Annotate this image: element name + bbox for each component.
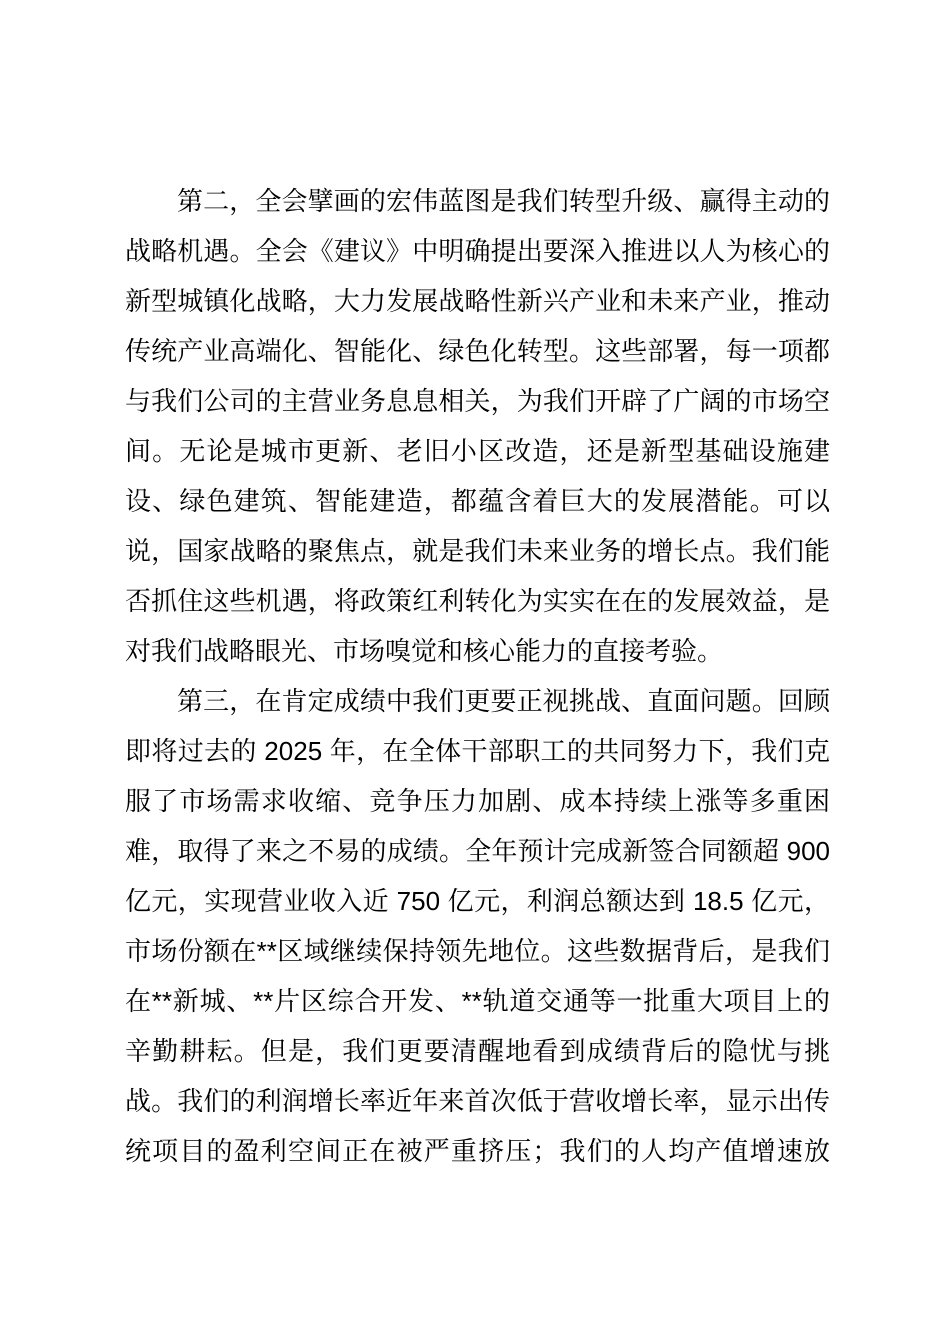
text-line: 新型城镇化战略，大力发展战略性新兴产业和未来产业，推动 (125, 286, 830, 316)
text-line: 战。我们的利润增长率近年来首次低于营收增长率，显示出传 (125, 1086, 830, 1116)
text-line: 战略机遇。全会《建议》中明确提出要深入推进以人为核心的 (125, 236, 830, 266)
text-line: 第三，在肯定成绩中我们更要正视挑战、直面问题。回顾 (177, 686, 830, 716)
text-line: 对我们战略眼光、市场嗅觉和核心能力的直接考验。 (125, 636, 724, 666)
text-line: 统项目的盈利空间正在被严重挤压；我们的人均产值增速放 (125, 1136, 830, 1166)
text-line: 间。无论是城市更新、老旧小区改造，还是新型基础设施建 (125, 436, 830, 466)
text-line: 市场份额在**区域继续保持领先地位。这些数据背后，是我们 (125, 936, 830, 966)
text-line: 否抓住这些机遇，将政策红利转化为实实在在的发展效益，是 (125, 586, 830, 616)
text-line: 说，国家战略的聚焦点，就是我们未来业务的增长点。我们能 (125, 536, 830, 566)
text-line: 传统产业高端化、智能化、绿色化转型。这些部署，每一项都 (125, 336, 830, 366)
text-line: 设、绿色建筑、智能建造，都蕴含着巨大的发展潜能。可以 (125, 486, 830, 516)
text-line: 在**新城、**片区综合开发、**轨道交通等一批重大项目上的 (125, 986, 830, 1016)
text-line: 即将过去的 2025 年，在全体干部职工的共同努力下，我们克 (125, 736, 830, 766)
text-line: 服了市场需求收缩、竞争压力加剧、成本持续上涨等多重困 (125, 786, 830, 816)
text-line: 第二，全会擘画的宏伟蓝图是我们转型升级、赢得主动的 (177, 186, 830, 216)
text-line: 难，取得了来之不易的成绩。全年预计完成新签合同额超 900 (125, 836, 830, 866)
text-line: 亿元，实现营业收入近 750 亿元，利润总额达到 18.5 亿元， (125, 886, 830, 916)
text-line: 与我们公司的主营业务息息相关，为我们开辟了广阔的市场空 (125, 386, 830, 416)
document-body (125, 176, 830, 1176)
text-line: 辛勤耕耘。但是，我们更要清醒地看到成绩背后的隐忧与挑 (125, 1036, 830, 1066)
